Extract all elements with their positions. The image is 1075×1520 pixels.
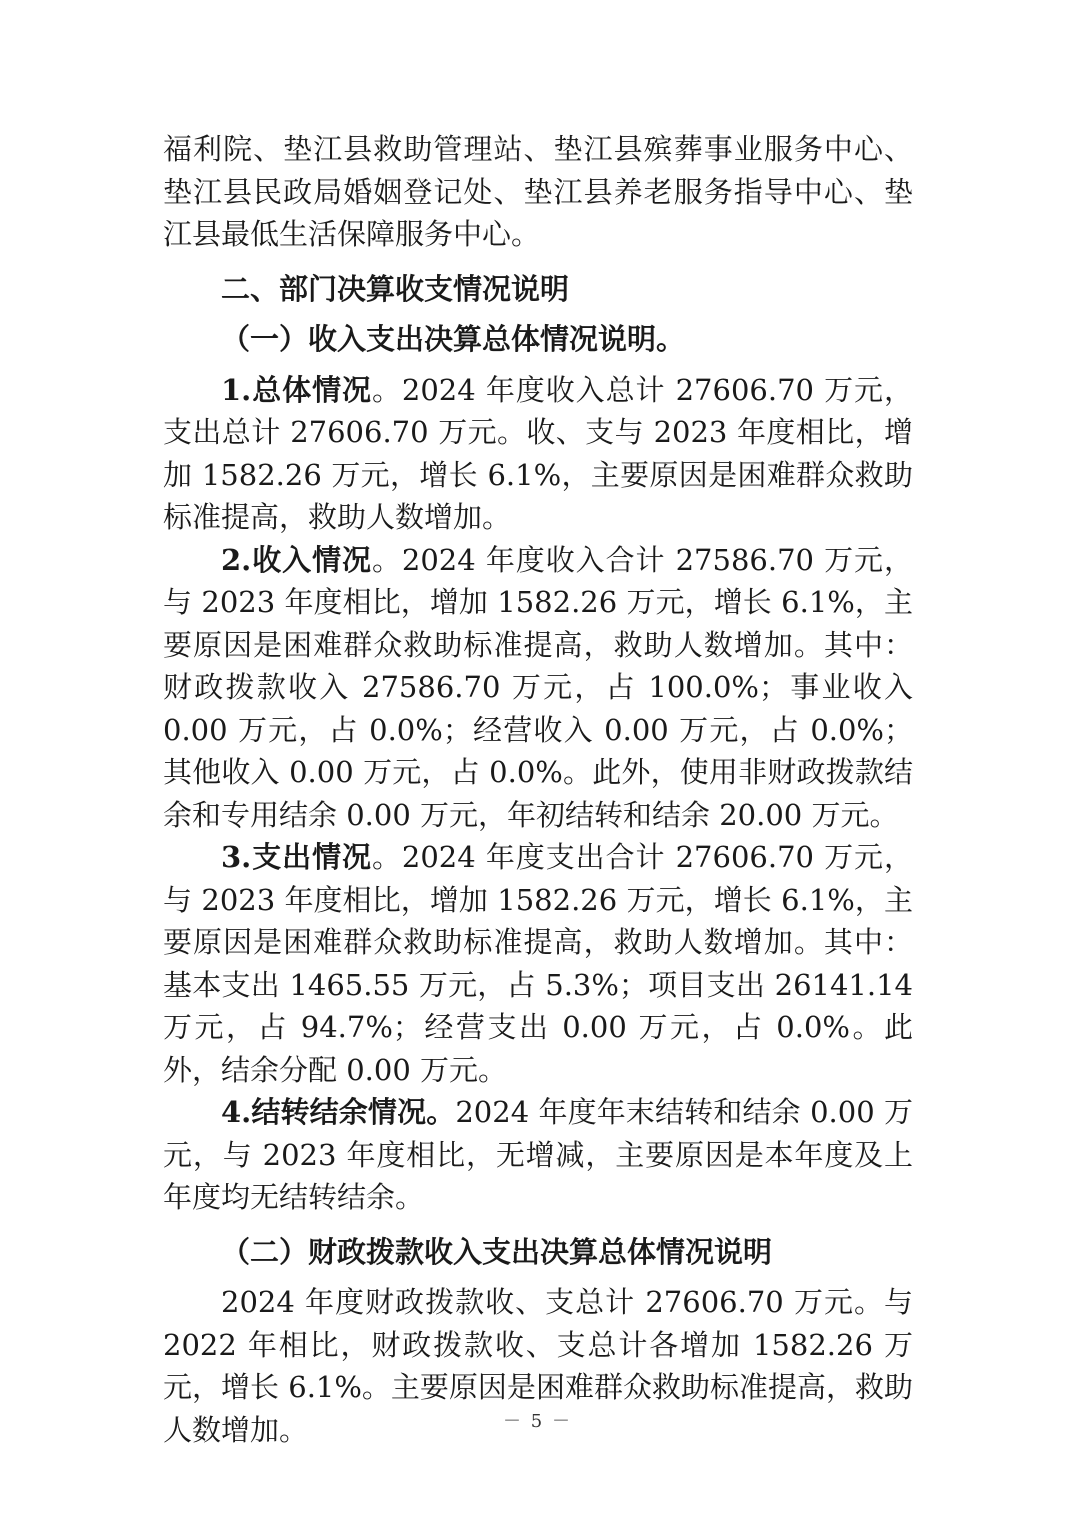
paragraph-carryover-situation: [163, 1091, 913, 1219]
lead-carryover: 4.结转结余情况。: [221, 1095, 456, 1129]
lead-overall: 1.总体情况: [221, 372, 372, 407]
intro-paragraph: 福利院、垫江县救助管理站、垫江县殡葬事业服务中心、垫江县民政局婚姻登记处、垫江县养老服务指导中心、垫江县最低生活保障服务中心。: [163, 132, 913, 251]
paragraph-income-situation: [163, 539, 913, 837]
text-overall: 。2024 年度收入总计 27606.70 万元，支出总计 27606.70 万元。收、支与 2023 年度相比，增加 1582.26 万元，增长 6.1%，主要原因是困难群众救助标准提高，救助人数增加。: [163, 372, 913, 534]
lead-expense: 3.支出情况: [221, 840, 372, 874]
document-body: [163, 128, 913, 1451]
subsection-heading-fiscal: （二）财政拨款收入支出决算总体情况说明: [221, 1234, 773, 1269]
paragraph-expense-situation: [163, 836, 913, 1091]
section-heading-income-expense: 二、部门决算收支情况说明: [221, 271, 570, 306]
page-number: － 5 －: [503, 1411, 572, 1432]
text-income: 。2024 年度收入合计 27586.70 万元，与 2023 年度相比，增加 1582.26 万元，增长 6.1%，主要原因是困难群众救助标准提高，救助人数增加。其中：财政拨款收入 27586.70 万元，占 100.0%；事业收入 0.00 万元，占 0.0%；经营收入 0.00 万元，占 0.0%；其他收入 0.00 万元，占 0.0%。此外，使用非财政拨款结余和专用结余 0.00 万元，年初结转和结余 20.00 万元。: [163, 542, 913, 832]
text-carryover: 2024 年度年末结转和结余 0.00 万元，与 2023 年度相比，无增减，主要原因是本年度及上年度均无结转结余。: [163, 1095, 914, 1214]
paragraph-overall-situation: [163, 369, 913, 539]
paragraph-fiscal-appropriation: 2024 年度财政拨款收、支总计 27606.70 万元。与 2022 年相比，财政拨款收、支总计各增加 1582.26 万元，增长 6.1%。主要原因是困难群众救助标准提高，救助人数增加。: [163, 1285, 913, 1447]
text-expense: 。2024 年度支出合计 27606.70 万元，与 2023 年度相比，增加 1582.26 万元，增长 6.1%，主要原因是困难群众救助标准提高，救助人数增加。其中：基本支出 1465.55 万元，占 5.3%；项目支出 26141.14 万元，占 94.7%；经营支出 0.00 万元，占 0.0%。此外，结余分配 0.00 万元。: [163, 840, 913, 1087]
lead-income: 2.收入情况: [221, 542, 372, 577]
subsection-heading-overall: （一）收入支出决算总体情况说明。: [221, 322, 686, 356]
